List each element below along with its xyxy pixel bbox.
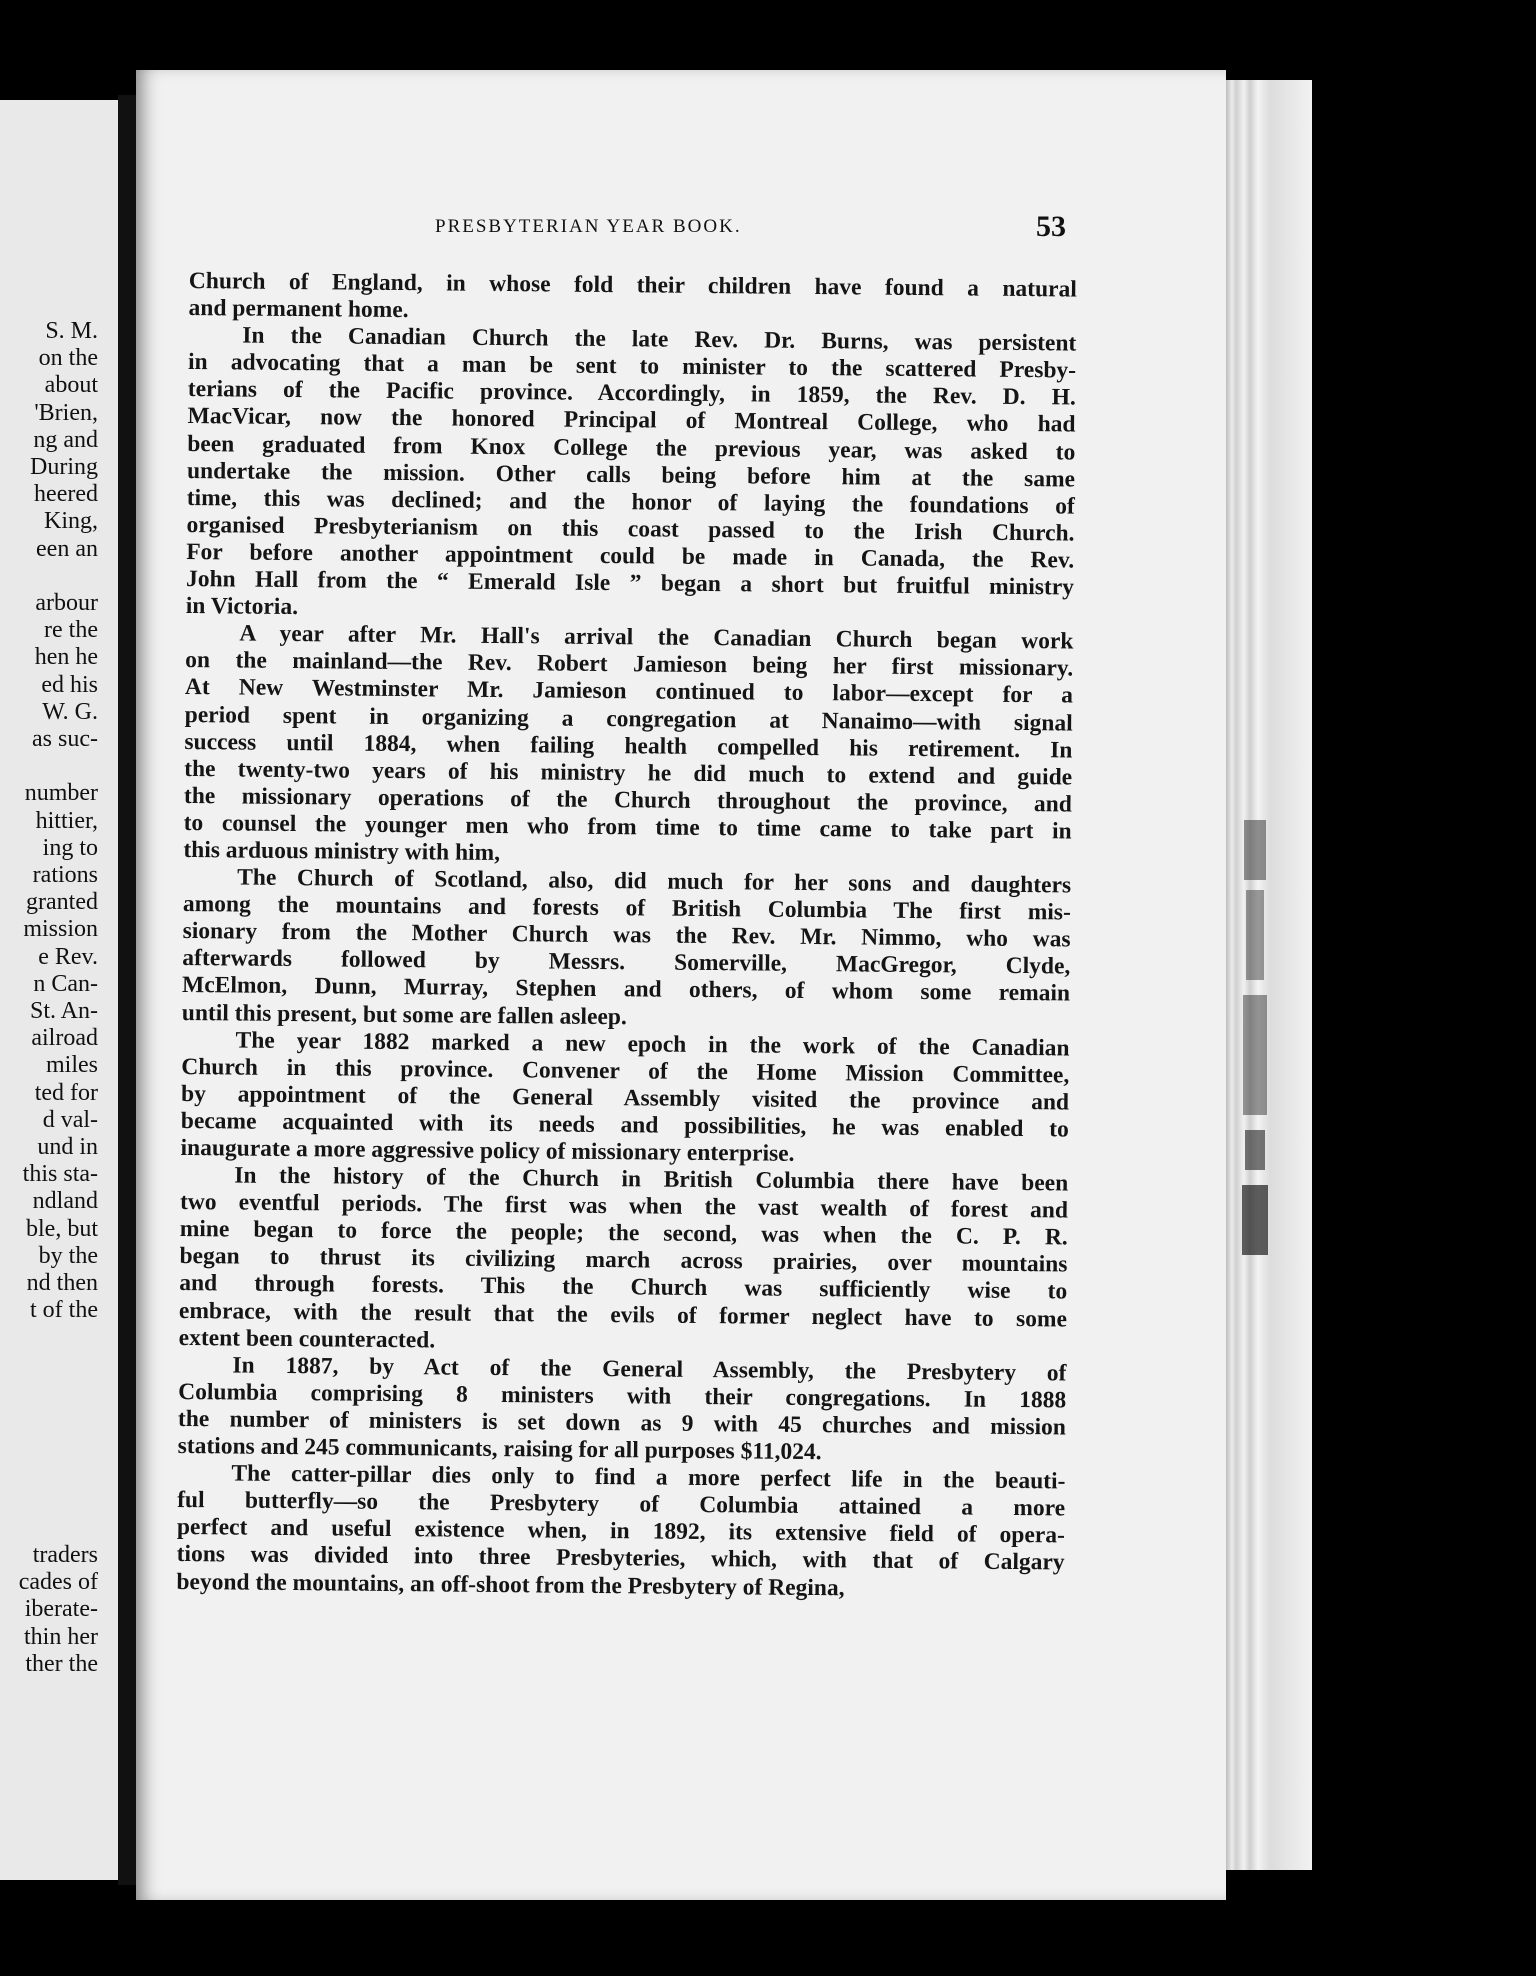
text-line: the missionary operations of the Church throughout the province, and (183, 782, 1073, 818)
library-stamp-mark (1238, 820, 1272, 1260)
text-line: The year 1882 marked a new epoch in the work of the Canadian (235, 1027, 1070, 1062)
paragraph (178, 1352, 1067, 1469)
text-line: In 1887, by Act of the General Assembly, the Presbytery of (232, 1352, 1067, 1387)
page-number: 53 (1036, 210, 1066, 243)
text-line: until this present, but some are fallen asleep. (181, 999, 627, 1030)
left-page-fragment: on the (38, 345, 98, 372)
text-line: The catter-pillar dies only to find a more perfect life in the beauti- (231, 1460, 1066, 1495)
paragraph (183, 620, 1073, 872)
body-text (176, 268, 1077, 1604)
left-page-fragment: thin her (24, 1623, 98, 1650)
left-page-fragment: King, (44, 508, 98, 535)
left-page-fragment: d val- (42, 1106, 98, 1133)
left-page-fragment: t of the (30, 1297, 98, 1324)
left-page-fragment: und in (37, 1134, 98, 1160)
text-line: inaugurate a more aggressive policy of missionary enterprise. (180, 1134, 795, 1167)
left-page-fragment: arbour (35, 590, 98, 616)
left-page-fragment: cades of (18, 1569, 98, 1596)
left-page-fragment: During (30, 454, 98, 480)
left-page-fragment: as suc- (32, 726, 98, 752)
text-line: mine began to force the people; the second, was when the C. P. R. (179, 1216, 1068, 1251)
paragraph (176, 1460, 1065, 1604)
left-page-fragment: about (44, 372, 98, 399)
left-page-fragment: ing to (42, 834, 98, 861)
left-page-fragment: hen he (34, 644, 98, 671)
left-page-fragment: mission (23, 916, 98, 943)
left-page-fragment: ed his (41, 671, 98, 698)
text-line: to counsel the younger men who from time to time came to take part in (183, 809, 1072, 845)
left-page-fragment: ted for (34, 1079, 98, 1106)
text-line: began to thrust its civilizing march across prairies, over mountains (179, 1243, 1068, 1278)
text-line: this arduous ministry with him, (183, 836, 501, 866)
text-line: success until 1884, when failing health compelled his retirement. In (184, 728, 1073, 764)
left-page-fragment: granted (26, 889, 98, 916)
left-page-fragment: nd then (26, 1270, 98, 1296)
left-page-fragment: miles (46, 1052, 98, 1079)
text-line: For before another appointment could be made in Canada, the Rev. (186, 538, 1075, 574)
left-page-fragment: S. M. (45, 318, 98, 344)
text-line: and permanent home. (188, 295, 409, 324)
text-line: A year after Mr. Hall's arrival the Canadian Church began work (239, 620, 1074, 655)
left-facing-page (0, 100, 122, 1880)
paragraph (186, 322, 1077, 629)
text-line: MacVicar, now the honored Principal of Montreal College, who had (187, 403, 1076, 438)
text-line: perfect and useful existence when, in 1892, its extensive field of opera- (176, 1514, 1065, 1549)
text-line: In the history of the Church in British Columbia there have been (234, 1162, 1069, 1197)
left-page-fragment: traders (32, 1542, 98, 1568)
left-page-fragment: by the (38, 1242, 98, 1269)
text-line: among the mountains and forests of British Columbia The first mis- (182, 891, 1071, 926)
text-line: embrace, with the result that the evils of former neglect have to some (178, 1297, 1068, 1333)
paragraph (180, 1027, 1069, 1171)
text-line: Church of England, in whose fold their children have found a natural (188, 268, 1077, 303)
left-page-fragment: W. G. (42, 698, 98, 725)
text-line: stations and 245 communicants, raising for all purposes $11,024. (177, 1432, 822, 1466)
text-line: time, this was declined; and the honor of laying the foundations of (186, 484, 1075, 520)
left-page-fragment: rations (32, 862, 98, 888)
text-line: Columbia comprising 8 ministers with their congregations. In 1888 (178, 1378, 1067, 1414)
left-page-fragment: 'Brien, (34, 399, 98, 426)
text-line: period spent in organizing a congregation at Nanaimo—with signal (184, 701, 1073, 737)
text-line: extent been counteracted. (178, 1324, 436, 1354)
text-line: terians of the Pacific province. Accordingly, in 1859, the Rev. D. H. (187, 376, 1076, 411)
left-page-fragment: St. An- (29, 998, 98, 1024)
left-page-fragment: ng and (33, 426, 98, 453)
text-line: and through forests. This the Church was sufficiently wise to (179, 1270, 1068, 1305)
text-line: two eventful periods. The first was when the vast wealth of forest and (179, 1189, 1069, 1224)
text-line: sionary from the Mother Church was the Rev. Mr. Nimmo, who was (182, 918, 1071, 953)
paragraph (182, 864, 1072, 1035)
gutter-shadow (118, 95, 138, 1885)
text-line: ful butterfly—so the Presbytery of Columbia attained a more (177, 1487, 1066, 1522)
text-line: At New Westminster Mr. Jamieson continued to labor—except for a (184, 674, 1074, 709)
left-page-fragment: hittier, (35, 807, 98, 834)
text-line: by appointment of the General Assembly visited the province and (180, 1080, 1070, 1116)
text-line: McElmon, Dunn, Murray, Stephen and others, of whom some remain (181, 972, 1071, 1007)
text-line: in advocating that a man be sent to minister to the scattered Presby- (187, 349, 1077, 384)
paragraph (188, 268, 1076, 331)
text-line: in Victoria. (185, 593, 299, 621)
text-line: The Church of Scotland, also, did much for her sons and daughters (237, 864, 1072, 899)
left-page-fragment: n Can- (33, 970, 98, 997)
left-page-fragment: ble, but (26, 1215, 98, 1242)
text-line: afterwards followed by Messrs. Somerville, MacGregor, Clyde, (182, 945, 1071, 980)
text-line: tions was divided into three Presbyteries, which, with that of Calgary (176, 1541, 1065, 1576)
text-line: Church in this province. Convener of the Home Mission Committee, (181, 1053, 1070, 1089)
left-page-fragment: re the (44, 617, 98, 644)
text-line: the twenty-two years of his ministry he did much to extend and guide (184, 755, 1073, 791)
text-line: beyond the mountains, an off-shoot from the Presbytery of Regina, (176, 1568, 845, 1601)
text-line: In the Canadian Church the late Rev. Dr. Burns, was persistent (242, 322, 1077, 357)
paragraph (179, 1162, 1069, 1360)
running-title: PRESBYTERIAN YEAR BOOK. (435, 216, 742, 237)
left-page-fragment: ndland (32, 1188, 98, 1215)
text-line: the number of ministers is set down as 9 with 45 churches and mission (177, 1405, 1067, 1441)
left-page-fragment: ther the (25, 1650, 98, 1677)
text-line: on the mainland—the Rev. Robert Jamieson being her first missionary. (185, 647, 1074, 682)
left-page-fragment: ailroad (31, 1025, 98, 1052)
left-page-fragment: number (24, 780, 98, 807)
text-line: been graduated from Knox College the previous year, was asked to (187, 430, 1076, 466)
left-page-fragment: e Rev. (38, 943, 98, 970)
text-line: John Hall from the “ Emerald Isle ” began a short but fruitful ministry (185, 566, 1075, 601)
left-page-fragment: iberate- (24, 1596, 98, 1623)
text-line: organised Presbyterianism on this coast passed to the Irish Church. (186, 511, 1075, 547)
text-line: became acquainted with its needs and possibilities, he was enabled to (180, 1107, 1069, 1143)
left-page-fragment: heered (34, 481, 98, 508)
left-page-fragment: een an (36, 535, 98, 562)
left-page-fragment: this sta- (22, 1161, 98, 1188)
text-line: undertake the mission. Other calls being before him at the same (186, 457, 1076, 493)
